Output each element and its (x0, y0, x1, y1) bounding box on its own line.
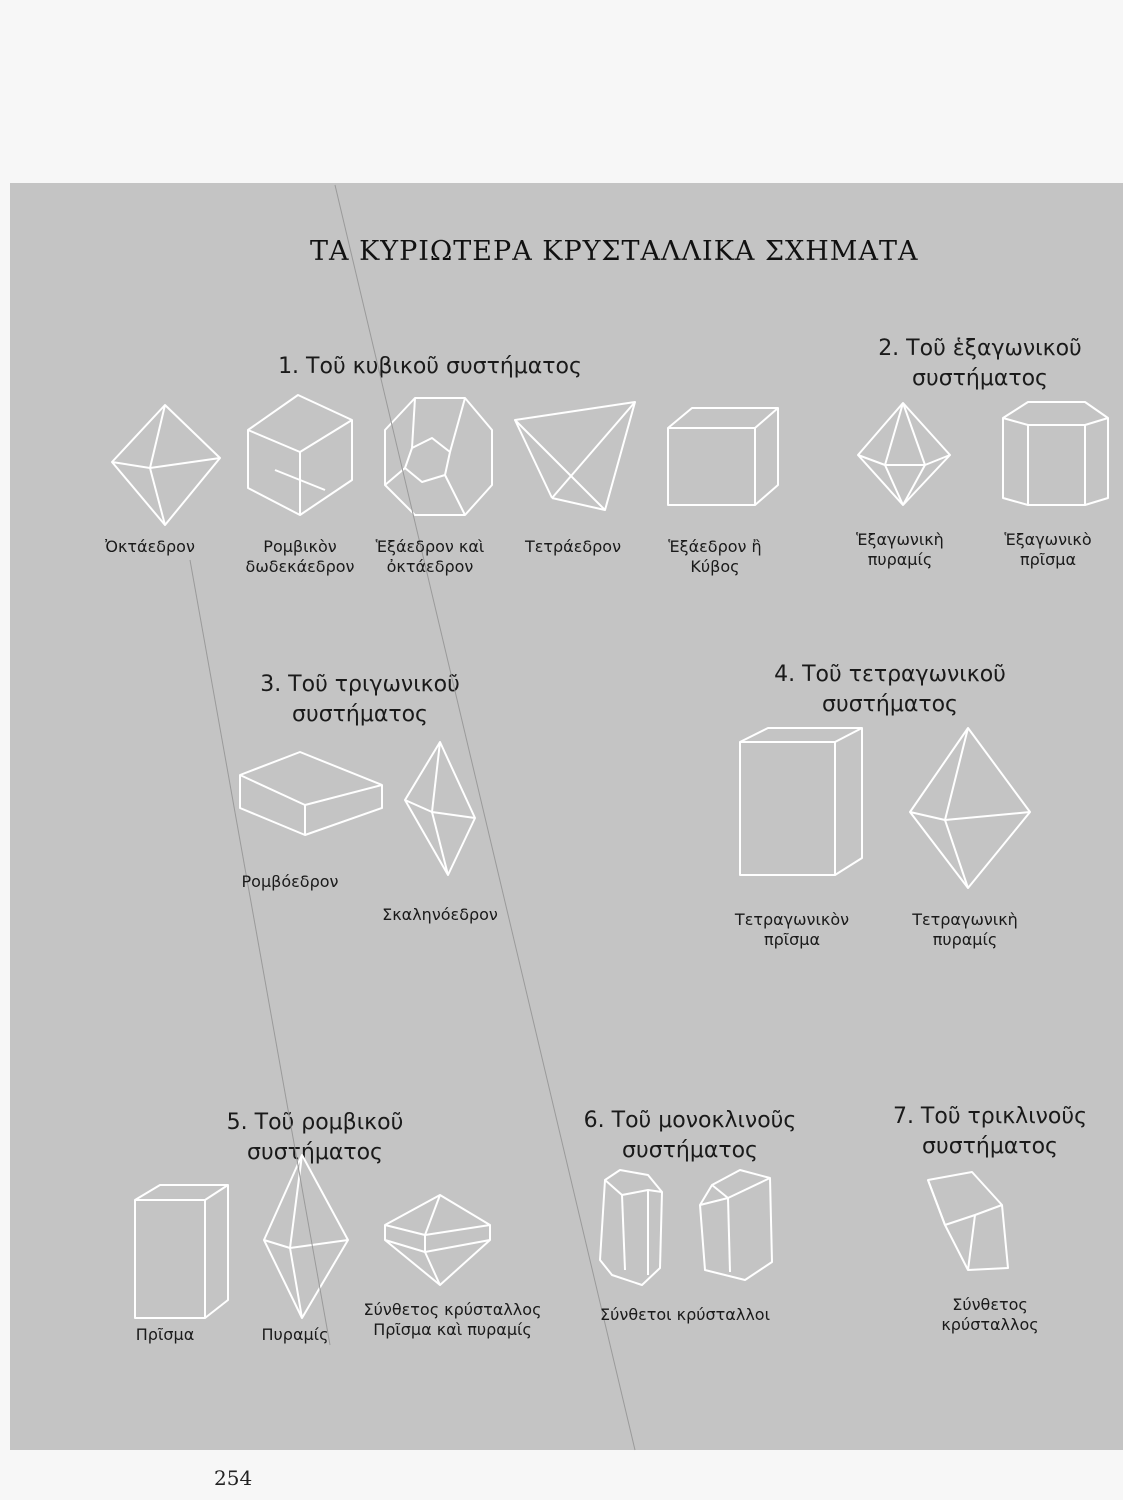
label-line1: Πρῖσμα (135, 1325, 195, 1344)
label-line1: Τετραγωνικὸν (734, 910, 850, 929)
section-heading-line2: συστήματος (622, 1138, 758, 1163)
label-line1: Σύνθετος (952, 1295, 1028, 1314)
label-line2: Κύβος (690, 557, 740, 576)
fold-crease-lines (190, 185, 635, 1450)
label-cube-octahedron (360, 537, 500, 577)
rhombohedron-drawing (240, 752, 382, 835)
section-heading-line1: 2. Τοῦ ἑξαγωνικοῦ (878, 336, 1082, 361)
section-heading-line1: 4. Τοῦ τετραγωνικοῦ (774, 662, 1006, 687)
tetrahedron-drawing (515, 402, 635, 510)
section-heading-line2: συστήματος (912, 366, 1048, 391)
label-rhombic-dodecahedron (235, 537, 365, 577)
label-tetragonal-prism (712, 910, 872, 950)
label-hexagonal-pyramid (835, 530, 965, 570)
section-heading-line2: συστήματος (292, 702, 428, 727)
label-line1: Σκαληνόεδρον (382, 905, 498, 924)
label-cube (645, 537, 785, 577)
label-line1: Ἑξάεδρον ἢ (668, 537, 762, 556)
label-line1: Πυραμίς (261, 1325, 329, 1344)
label-line1: Ἑξαγωνικὸ (1004, 530, 1092, 549)
label-line1: Τετράεδρον (524, 537, 622, 556)
section-heading-line1: 1. Τοῦ κυβικοῦ συστήματος (278, 354, 582, 379)
label-line2: πυραμίς (932, 930, 998, 949)
label-triclinic-composite (910, 1295, 1070, 1335)
label-line2: πρῖσμα (1019, 550, 1077, 569)
section-heading-line2: συστήματος (922, 1134, 1058, 1159)
label-scalenohedron (365, 905, 515, 925)
section-heading-line1: 3. Τοῦ τριγωνικοῦ (260, 672, 460, 697)
hexagonal-prism-drawing (1003, 402, 1108, 505)
label-line1: Ρομβικὸν (263, 537, 337, 556)
label-orthorhombic-pyramid (240, 1325, 350, 1345)
section-heading-line1: 6. Τοῦ μονοκλινοῦς (583, 1108, 797, 1133)
label-line1: Ἑξάεδρον καὶ (375, 537, 485, 556)
monoclinic-crystal-1-drawing (600, 1170, 662, 1285)
composite-prism-pyramid-drawing (385, 1195, 490, 1285)
orthorhombic-prism-drawing (135, 1185, 228, 1318)
label-tetragonal-pyramid (890, 910, 1040, 950)
page-title: ΤΑ ΚΥΡΙΩΤΕΡΑ ΚΡΥΣΤΑΛΛΙΚΑ ΣΧΗΜΑΤΑ (310, 236, 919, 267)
label-line2: κρύσταλλος (941, 1315, 1039, 1334)
label-line1: Σύνθετοι κρύσταλλοι (600, 1305, 770, 1324)
octahedron-drawing (112, 405, 220, 525)
label-tetrahedron (508, 537, 638, 557)
section-heading-line2: συστήματος (822, 692, 958, 717)
hexagonal-pyramid-drawing (858, 403, 950, 505)
tetragonal-pyramid-drawing (910, 728, 1030, 888)
label-octahedron (80, 537, 220, 557)
label-line2: Πρῖσμα καὶ πυραμίς (373, 1320, 532, 1339)
label-monoclinic-composite (575, 1305, 795, 1325)
scalenohedron-drawing (405, 742, 475, 875)
section-heading-line1: 5. Τοῦ ρομβικοῦ (226, 1110, 404, 1135)
label-composite-prism-pyramid (340, 1300, 565, 1340)
label-line1: Ρομβόεδρον (241, 872, 339, 891)
label-line1: Σύνθετος κρύσταλλος (363, 1300, 542, 1319)
cube-drawing (668, 408, 778, 505)
section-heading-line2: συστήματος (247, 1140, 383, 1165)
monoclinic-crystal-2-drawing (700, 1170, 772, 1280)
label-line1: Τετραγωνικὴ (912, 910, 1018, 929)
cube-octahedron-drawing (385, 398, 492, 515)
rhombic-dodecahedron-drawing (248, 395, 352, 515)
orthorhombic-pyramid-drawing (264, 1155, 348, 1318)
label-line2: δωδεκάεδρον (245, 557, 355, 576)
tetragonal-prism-drawing (740, 728, 862, 875)
label-line2: ὀκτάεδρον (386, 557, 474, 576)
label-line1: Ἑξαγωνικὴ (856, 530, 944, 549)
label-line2: πρῖσμα (763, 930, 821, 949)
label-line1: Ὀκτάεδρον (105, 537, 195, 556)
page-number: 254 (214, 1466, 253, 1490)
label-line2: πυραμίς (867, 550, 933, 569)
section-heading-line1: 7. Τοῦ τρικλινοῦς (892, 1104, 1088, 1129)
triclinic-crystal-drawing (928, 1172, 1008, 1270)
label-rhombohedron (225, 872, 355, 892)
label-hexagonal-prism (978, 530, 1118, 570)
label-orthorhombic-prism (115, 1325, 215, 1345)
